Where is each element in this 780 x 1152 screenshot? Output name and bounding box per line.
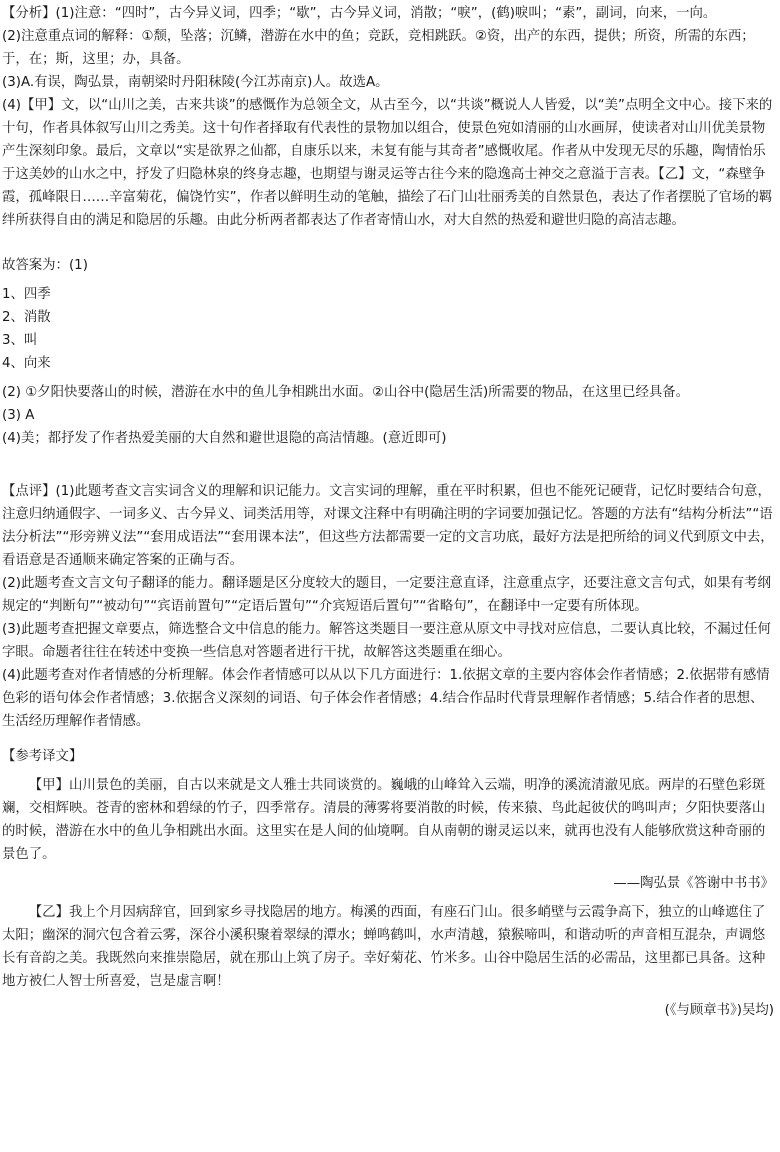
translation-yi: 【乙】我上个月因病辞官，回到家乡寻找隐居的地方。梅溪的西面，有座石门山。很多峭壁与云霞争高下，独立的山峰遮住了太阳；幽深的洞穴包含着云雾，深谷小溪积聚着翠绿的潭水；蝉鸣鹤叫，水声清越，猿猴啼叫，和谐动听的声音相互混杂，声调悠长有音韵之美。我既然向来推崇隐居，就在那山上筑了房子。幸好菊花、竹米多。山谷中隐居生活的必需品，这里都已具备。这种地方被仁人智士所喜爱，岂是虚言啊！ [2, 905, 766, 989]
answer-3: (3) A [2, 408, 35, 423]
translation-yi-source: (《与顾章书》)吴均) [664, 1003, 774, 1018]
analysis-paragraph-3: (3)A.有误，陶弘景，南朝梁时丹阳秣陵(今江苏南京)人。故选A。 [2, 75, 389, 90]
answer-4: (4)美；都抒发了作者热爱美丽的大自然和避世退隐的高洁情趣。(意近即可) [2, 431, 447, 446]
comment-section [2, 480, 776, 733]
translation-jia: 【甲】山川景色的美丽，自古以来就是文人雅士共同谈赏的。巍峨的山峰耸入云端，明净的溪流清澈见底。两岸的石壁色彩斑斓，交相辉映。苍青的密林和碧绿的竹子，四季常存。清晨的薄雾将要消散的时候，传来猿、鸟此起彼伏的鸣叫声；夕阳快要落山的时候，潜游在水中的鱼儿争相跳出水面。这里实在是人间的仙境啊。自从南朝的谢灵运以来，就再也没有人能够欣赏这种奇丽的景色了。 [2, 778, 766, 862]
analysis-paragraph-2: (2)注意重点词的解释：①颓，坠落；沉鳞，潜游在水中的鱼；竞跃，竞相跳跃。②资，出产的东西，提供；所资，所需的东西；于，在；斯，这里；办，具备。 [2, 29, 755, 67]
translation-section [2, 745, 776, 1022]
answer-intro: 故答案为：(1) [2, 258, 88, 273]
comment-paragraph-2: (2)此题考查文言文句子翻译的能力。翻译题是区分度较大的题目，一定要注意直译，注意重点字，还要注意文言句式，如果有考纲规定的“判断句”“被动句”“宾语前置句”“定语后置句”“介宾短语后置句”“省略句”，在翻译中一定要有所体现。 [2, 576, 771, 614]
analysis-section [2, 2, 776, 232]
answer-item-4: 4、向来 [2, 356, 51, 371]
analysis-paragraph-1: 【分析】(1)注意：“四时”，古今异义词，四季；“歇”，古今异义词，消散；“唳”，(鹤)唳叫；“素”，副词，向来，一向。 [2, 6, 717, 21]
answer-section [2, 254, 776, 450]
comment-paragraph-1: 【点评】(1)此题考查文言实词含义的理解和识记能力。文言实词的理解，重在平时积累，但也不能死记硬背，记忆时要结合句意，注意归纳通假字、一词多义、古今异义、词类活用等，对课文注释中有明确注明的字词要加强记忆。答题的方法有“结构分析法”“语法分析法”“形旁辨义法”“套用成语法”“套用课本法”，但这些方法都需要一定的文言功底，最好方法是把所给的词义代到原文中去，看语意是否通顺来确定答案的正确与否。 [2, 484, 774, 568]
answer-item-3: 3、叫 [2, 333, 38, 348]
translation-heading: 【参考译文】 [2, 749, 83, 764]
comment-paragraph-4: (4)此题考查对作者情感的分析理解。体会作者情感可以从以下几方面进行：1.依据文章的主要内容体会作者情感；2.依据带有感情色彩的语句体会作者情感；3.依据含义深刻的词语、句子体会作者情感；4.结合作品时代背景理解作者情感；5.结合作者的思想、生活经历理解作者情感。 [2, 668, 770, 729]
answer-2: (2) ①夕阳快要落山的时候，潜游在水中的鱼儿争相跳出水面。②山谷中(隐居生活)所需要的物品，在这里已经具备。 [2, 385, 690, 400]
comment-paragraph-3: (3)此题考查把握文章要点，筛选整合文中信息的能力。解答这类题目一要注意从原文中寻找对应信息，二要认真比较，不漏过任何字眼。命题者往往在转述中变换一些信息对答题者进行干扰，故解答这类题重在细心。 [2, 622, 771, 660]
answer-item-2: 2、消散 [2, 310, 51, 325]
translation-jia-source: ——陶弘景《答谢中书书》 [613, 876, 774, 891]
analysis-paragraph-4: (4)【甲】文，以“山川之美，古来共谈”的感慨作为总领全文，从古至今，以“共谈”概说人人皆爱，以“美”点明全文中心。接下来的十句，作者具体叙写山川之秀美。这十句作者择取有代表性的景物加以组合，使景色宛如清丽的山水画屏，使读者对山川优美景物产生深刻印象。最后，文章以“实是欲界之仙都，自康乐以来，未复有能与其奇者”感慨收尾。作者从中发现无尽的乐趣，陶情怡乐于这美妙的山水之中，抒发了归隐林泉的终身志趣，也期望与谢灵运等古往今来的隐逸高士神交之意溢于言表。【乙】文，“森壁争霞，孤峰限日……辛富菊花，偏饶竹实”，作者以鲜明生动的笔触，描绘了石门山壮丽秀美的自然景色，表达了作者摆脱了官场的羁绊所获得自由的满足和隐居的乐趣。由此分析两者都表达了作者寄情山水，对大自然的热爱和避世归隐的高洁志趣。 [2, 98, 773, 228]
answer-item-1: 1、四季 [2, 287, 51, 302]
